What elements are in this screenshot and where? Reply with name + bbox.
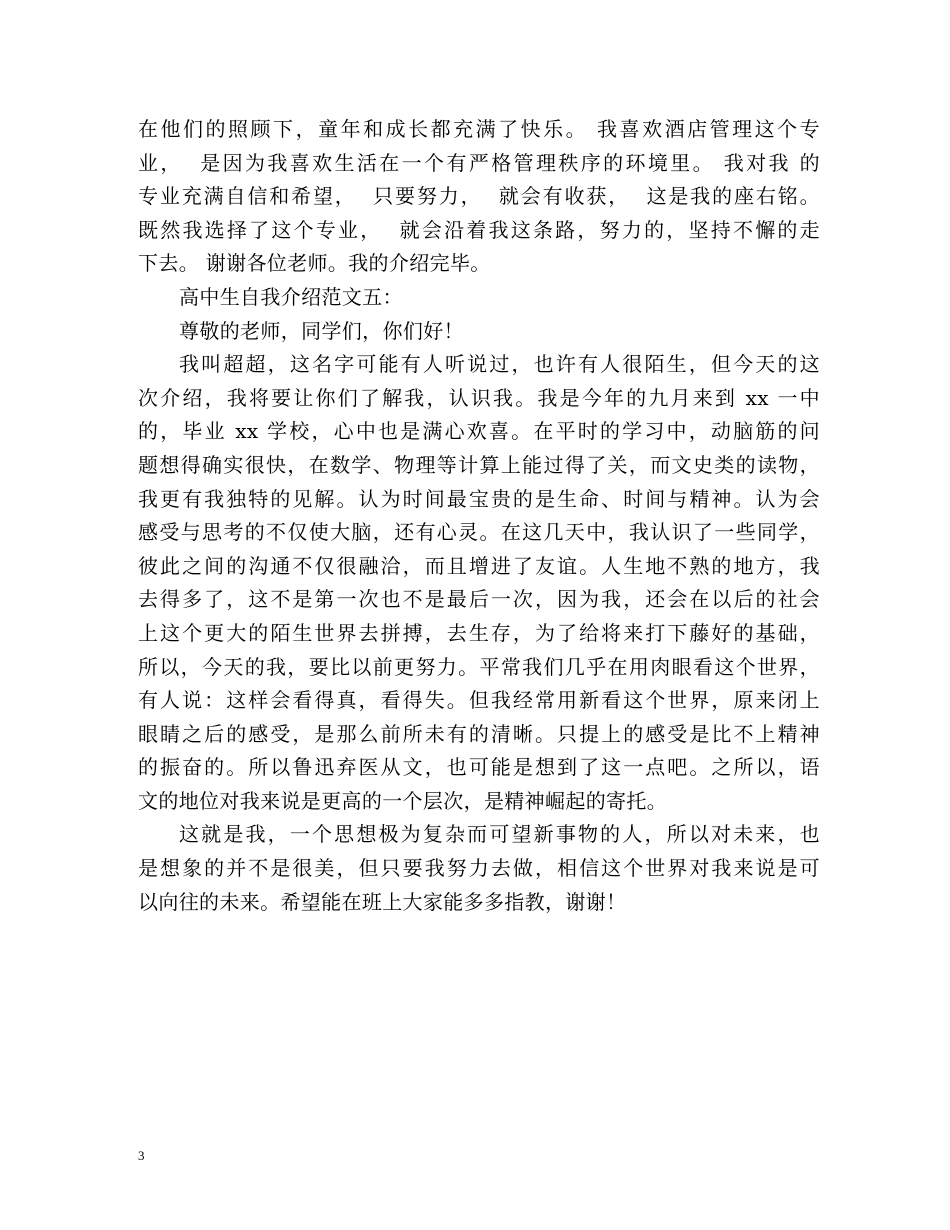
text-line: 以向往的未来。希望能在班上大家能多多指教，谢谢！ (138, 889, 627, 914)
text-line: 的，毕业 xx 学校，心中也是满心欢喜。在平时的学习中，动脑筋的问 (138, 419, 820, 444)
page-number: 3 (138, 1148, 145, 1163)
text-line: 眼睛之后的感受，是那么前所未有的清晰。只提上的感受是比不上精神 (138, 721, 820, 746)
text-line: 既然我选择了这个专业， 就会沿着我这条路，努力的，坚持不懈的走 (138, 217, 820, 242)
text-line: 高中生自我介绍范文五： (179, 284, 403, 309)
text-line: 专业充满自信和希望， 只要努力， 就会有收获， 这是我的座右铭。 (138, 184, 820, 209)
text-line: 下去。 谢谢各位老师。我的介绍完毕。 (138, 251, 491, 276)
text-line: 我更有我独特的见解。认为时间最宝贵的是生命、时间与精神。认为会 (138, 486, 820, 511)
text-line: 业， 是因为我喜欢生活在一个有严格管理秩序的环境里。 我对我 的 (138, 150, 820, 175)
text-line: 去得多了，这不是第一次也不是最后一次，因为我，还会在以后的社会 (138, 587, 820, 612)
text-line: 是想象的并不是很美，但只要我努力去做，相信这个世界对我来说是可 (138, 856, 820, 881)
text-line: 次介绍，我将要让你们了解我，认识我。我是今年的九月来到 xx 一中 (138, 385, 820, 410)
text-line: 上这个更大的陌生世界去拼搏，去生存，为了给将来打下藤好的基础， (138, 620, 820, 645)
text-line: 所以，今天的我，要比以前更努力。平常我们几乎在用肉眼看这个世界， (138, 654, 820, 679)
document-body (138, 113, 820, 919)
text-line: 我叫超超，这名字可能有人听说过，也许有人很陌生，但今天的这 (179, 352, 820, 377)
text-line: 尊敬的老师，同学们，你们好！ (179, 318, 464, 343)
text-line: 感受与思考的不仅使大脑，还有心灵。在这几天中，我认识了一些同学， (138, 520, 820, 545)
text-line: 这就是我，一个思想极为复杂而可望新事物的人，所以对未来，也 (179, 822, 820, 847)
text-line: 在他们的照顾下，童年和成长都充满了快乐。 我喜欢酒店管理这个专 (138, 117, 820, 141)
text-line: 文的地位对我来说是更高的一个层次，是精神崛起的寄托。 (138, 788, 668, 813)
text-line: 的振奋的。所以鲁迅弃医从文，也可能是想到了这一点吧。之所以，语 (138, 755, 820, 780)
text-line: 题想得确实很快，在数学、物理等计算上能过得了关，而文史类的读物， (138, 452, 820, 477)
text-line: 彼此之间的沟通不仅很融洽，而且增进了友谊。人生地不熟的地方，我 (138, 553, 820, 578)
text-line: 有人说：这样会看得真，看得失。但我经常用新看这个世界，原来闭上 (138, 688, 820, 713)
